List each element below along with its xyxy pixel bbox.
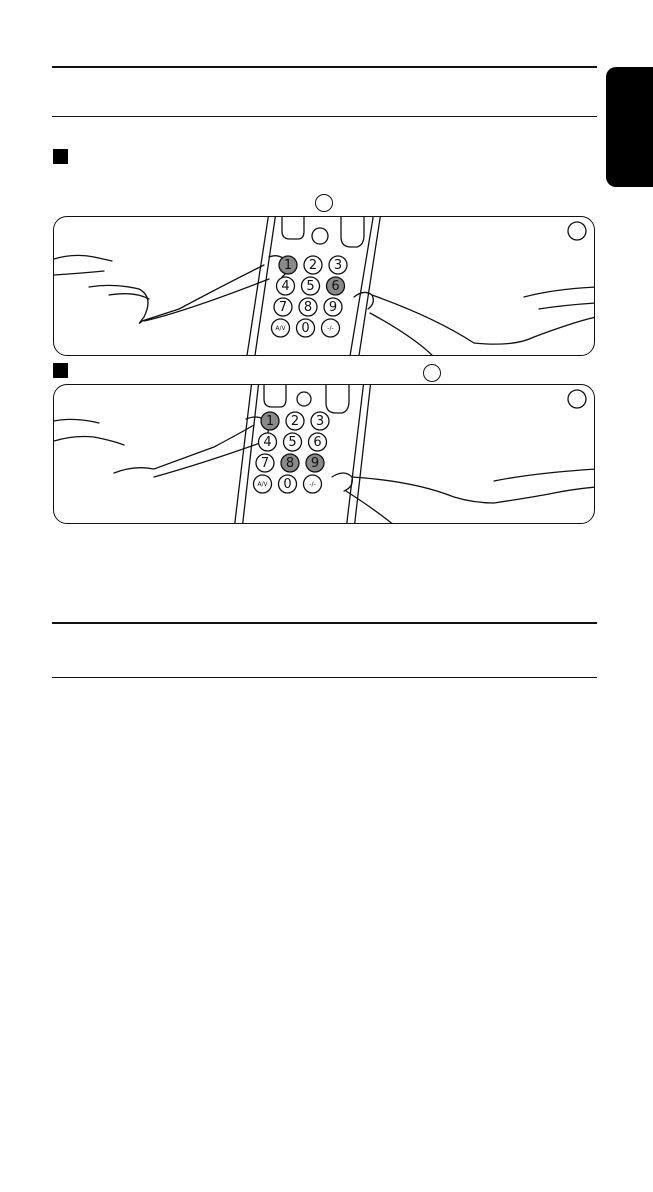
step-2-marker xyxy=(53,363,68,378)
remote-illustration-1 xyxy=(54,217,595,356)
footer-rule-bottom xyxy=(52,677,597,678)
keypad-1-button-label-7: 7 xyxy=(278,300,288,315)
keypad-1-button-label-5: 5 xyxy=(306,279,315,294)
keypad-1-button-label-12: -/- xyxy=(327,325,334,332)
keypad-2-button-label-7: 7 xyxy=(260,456,270,471)
callout-circle-2 xyxy=(423,364,441,382)
keypad-2-button-label-8: 8 xyxy=(285,456,295,471)
illustration-panel-1 xyxy=(53,216,595,356)
keypad-2-button-label-10: A/V xyxy=(257,481,268,488)
keypad-1-button-label-11: 0 xyxy=(301,321,310,336)
keypad-2-button-label-2: 2 xyxy=(290,414,300,429)
callout-circle-1 xyxy=(315,194,333,212)
keypad-1-button-label-8: 8 xyxy=(303,300,313,315)
keypad-2-button-label-9: 9 xyxy=(310,456,320,471)
section-tab xyxy=(606,67,653,187)
keypad-1-button-label-6: 6 xyxy=(331,279,340,294)
remote-illustration-2 xyxy=(54,385,595,524)
keypad-1-button-label-3: 3 xyxy=(333,258,343,273)
keypad-2-button-label-6: 6 xyxy=(313,435,322,450)
footer-rule-top xyxy=(52,622,597,624)
step-1-marker xyxy=(53,149,68,164)
header-rule-top xyxy=(52,66,597,68)
illustration-panel-2 xyxy=(53,384,595,524)
keypad-2-button-label-4: 4 xyxy=(263,435,272,450)
keypad-2-button-label-1: 1 xyxy=(265,414,275,429)
header-rule-bottom xyxy=(52,116,597,117)
keypad-1-button-label-1: 1 xyxy=(283,258,293,273)
keypad-2-button-label-3: 3 xyxy=(315,414,325,429)
keypad-1-button-label-10: A/V xyxy=(275,325,286,332)
keypad-2-button-label-12: -/- xyxy=(309,481,316,488)
keypad-1-button-label-9: 9 xyxy=(328,300,338,315)
keypad-1-button-label-4: 4 xyxy=(281,279,290,294)
keypad-2-button-label-5: 5 xyxy=(288,435,297,450)
keypad-2-button-label-11: 0 xyxy=(283,477,292,492)
keypad-1-button-label-2: 2 xyxy=(308,258,318,273)
